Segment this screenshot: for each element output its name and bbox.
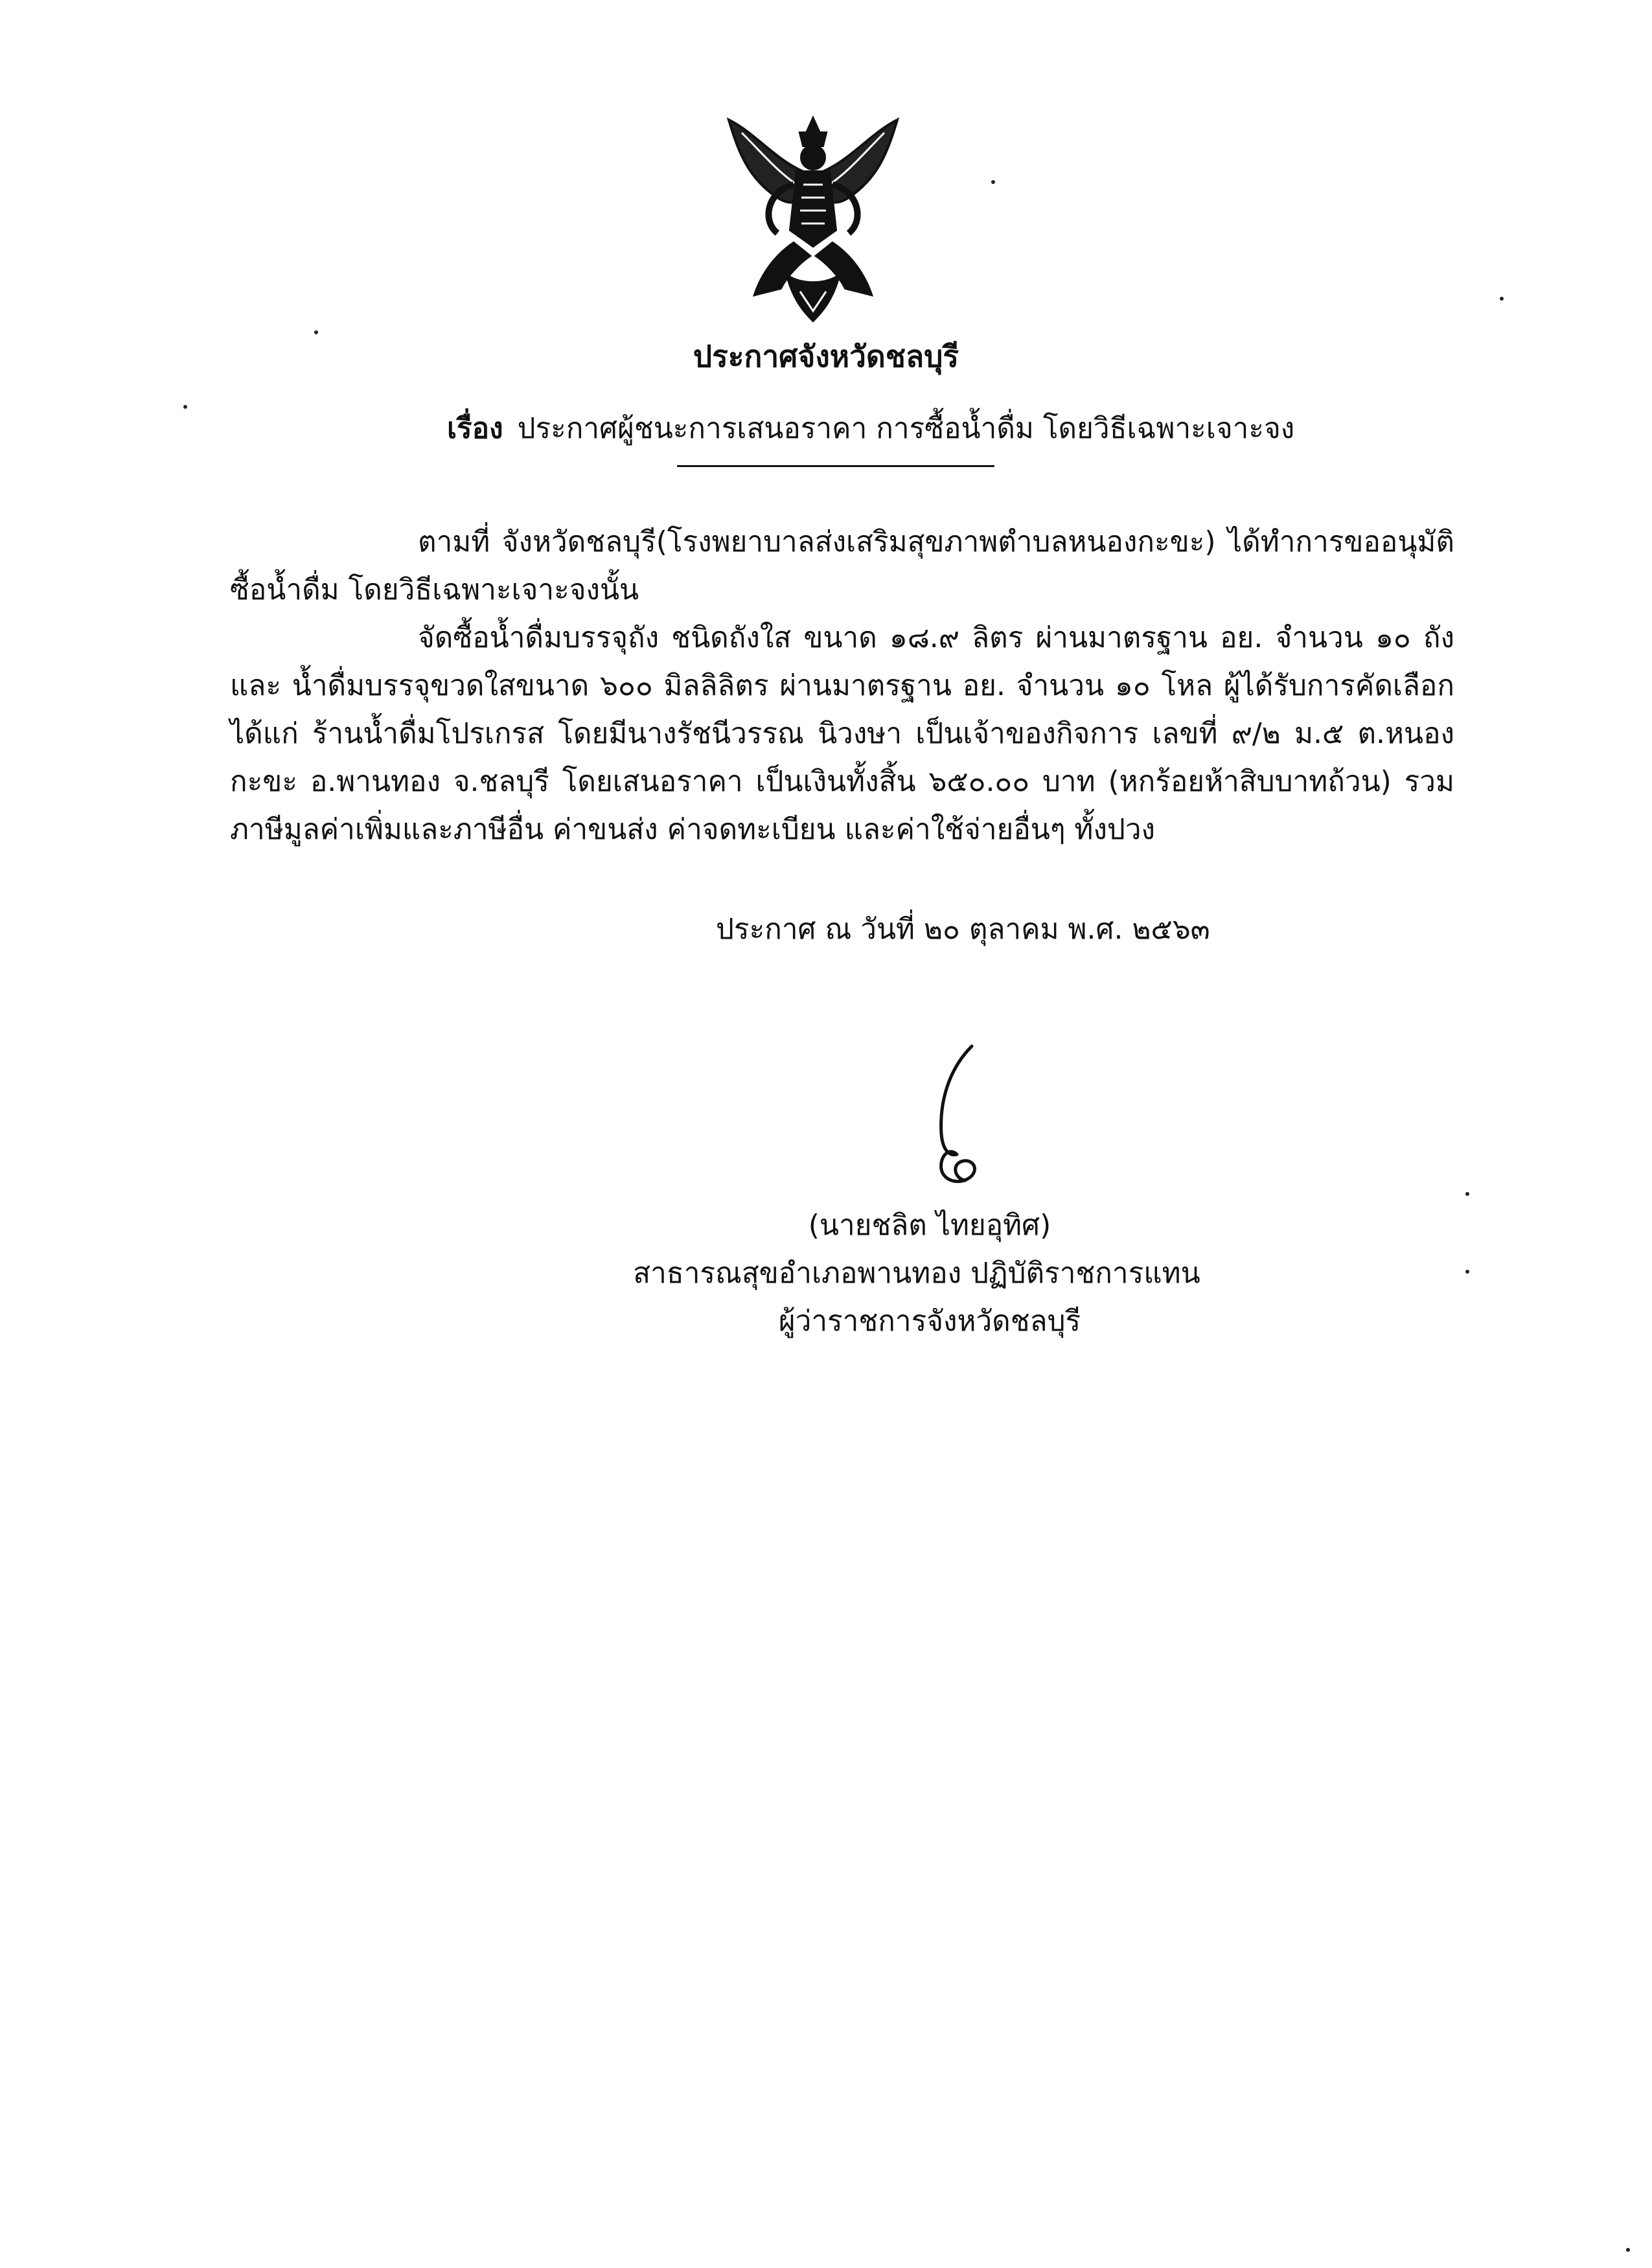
signatory-block bbox=[0, 1202, 1652, 1346]
subject-label: เรื่อง bbox=[447, 412, 503, 445]
scan-speck bbox=[314, 330, 318, 334]
signatory-name: (นายชลิต ไทยอุทิศ) bbox=[808, 1209, 1051, 1242]
scan-speck bbox=[1500, 297, 1504, 301]
body-paragraph: จัดซื้อน้ำดื่มบรรจุถัง ชนิดถังใส ขนาด ๑๘.๙ ลิตร ผ่านมาตรฐาน อย. จำนวน ๑๐ ถัง และ น้ำดื่มบรรจุขวดใสขนาด ๖๐๐ มิลลิลิตร ผ่านมาตรฐาน อย. จำนวน ๑๐ โหล ผู้ได้รับการคัดเลือก ได้แก่ ร้านน้ำดื่มโปรเกรส โดยมีนางรัชนีวรรณ นิวงษา เป็นเจ้าของกิจการ เลขที่ ๙/๒ ม.๕ ต.หนองกะขะ อ.พานทอง จ.ชลบุรี โดยเสนอราคา เป็นเงินทั้งสิ้น ๖๕๐.๐๐ บาท (หกร้อยห้าสิบบาทถ้วน) รวมภาษีมูลค่าเพิ่มและภาษีอื่น ค่าขนส่ง ค่าจดทะเบียน และค่าใช้จ่ายอื่นๆ ทั้งปวง bbox=[230, 621, 1454, 846]
scan-speck bbox=[1626, 2248, 1630, 2252]
handwritten-signature-icon bbox=[904, 1043, 1007, 1192]
announcement-body bbox=[230, 518, 1454, 854]
garuda-emblem-icon bbox=[716, 107, 910, 327]
signatory-position-secondary: ผู้ว่าราชการจังหวัดชลบุรี bbox=[778, 1305, 1081, 1338]
title-divider bbox=[677, 465, 994, 467]
body-paragraph: ตามที่ จังหวัดชลบุรี(โรงพยาบาลส่งเสริมสุขภาพตำบลหนองกะขะ) ได้ทำการขออนุมัติซื้อน้ำดื่ม โดยวิธีเฉพาะเจาะจงนั้น bbox=[230, 525, 1454, 606]
scan-speck bbox=[183, 405, 187, 409]
announcement-heading: ประกาศจังหวัดชลบุรี bbox=[693, 339, 959, 374]
subject-text: ประกาศผู้ชนะการเสนอราคา การซื้อน้ำดื่ม โดยวิธีเฉพาะเจาะจง bbox=[517, 412, 1295, 445]
scan-speck bbox=[991, 180, 995, 184]
announcement-date: ประกาศ ณ วันที่ ๒๐ ตุลาคม พ.ศ. ๒๕๖๓ bbox=[716, 913, 1210, 946]
subject-line bbox=[447, 409, 1294, 448]
signatory-position: สาธารณสุขอำเภอพานทอง ปฏิบัติราชการแทน bbox=[633, 1257, 1200, 1290]
scan-speck bbox=[1465, 1192, 1469, 1196]
scan-speck bbox=[1465, 1270, 1469, 1274]
